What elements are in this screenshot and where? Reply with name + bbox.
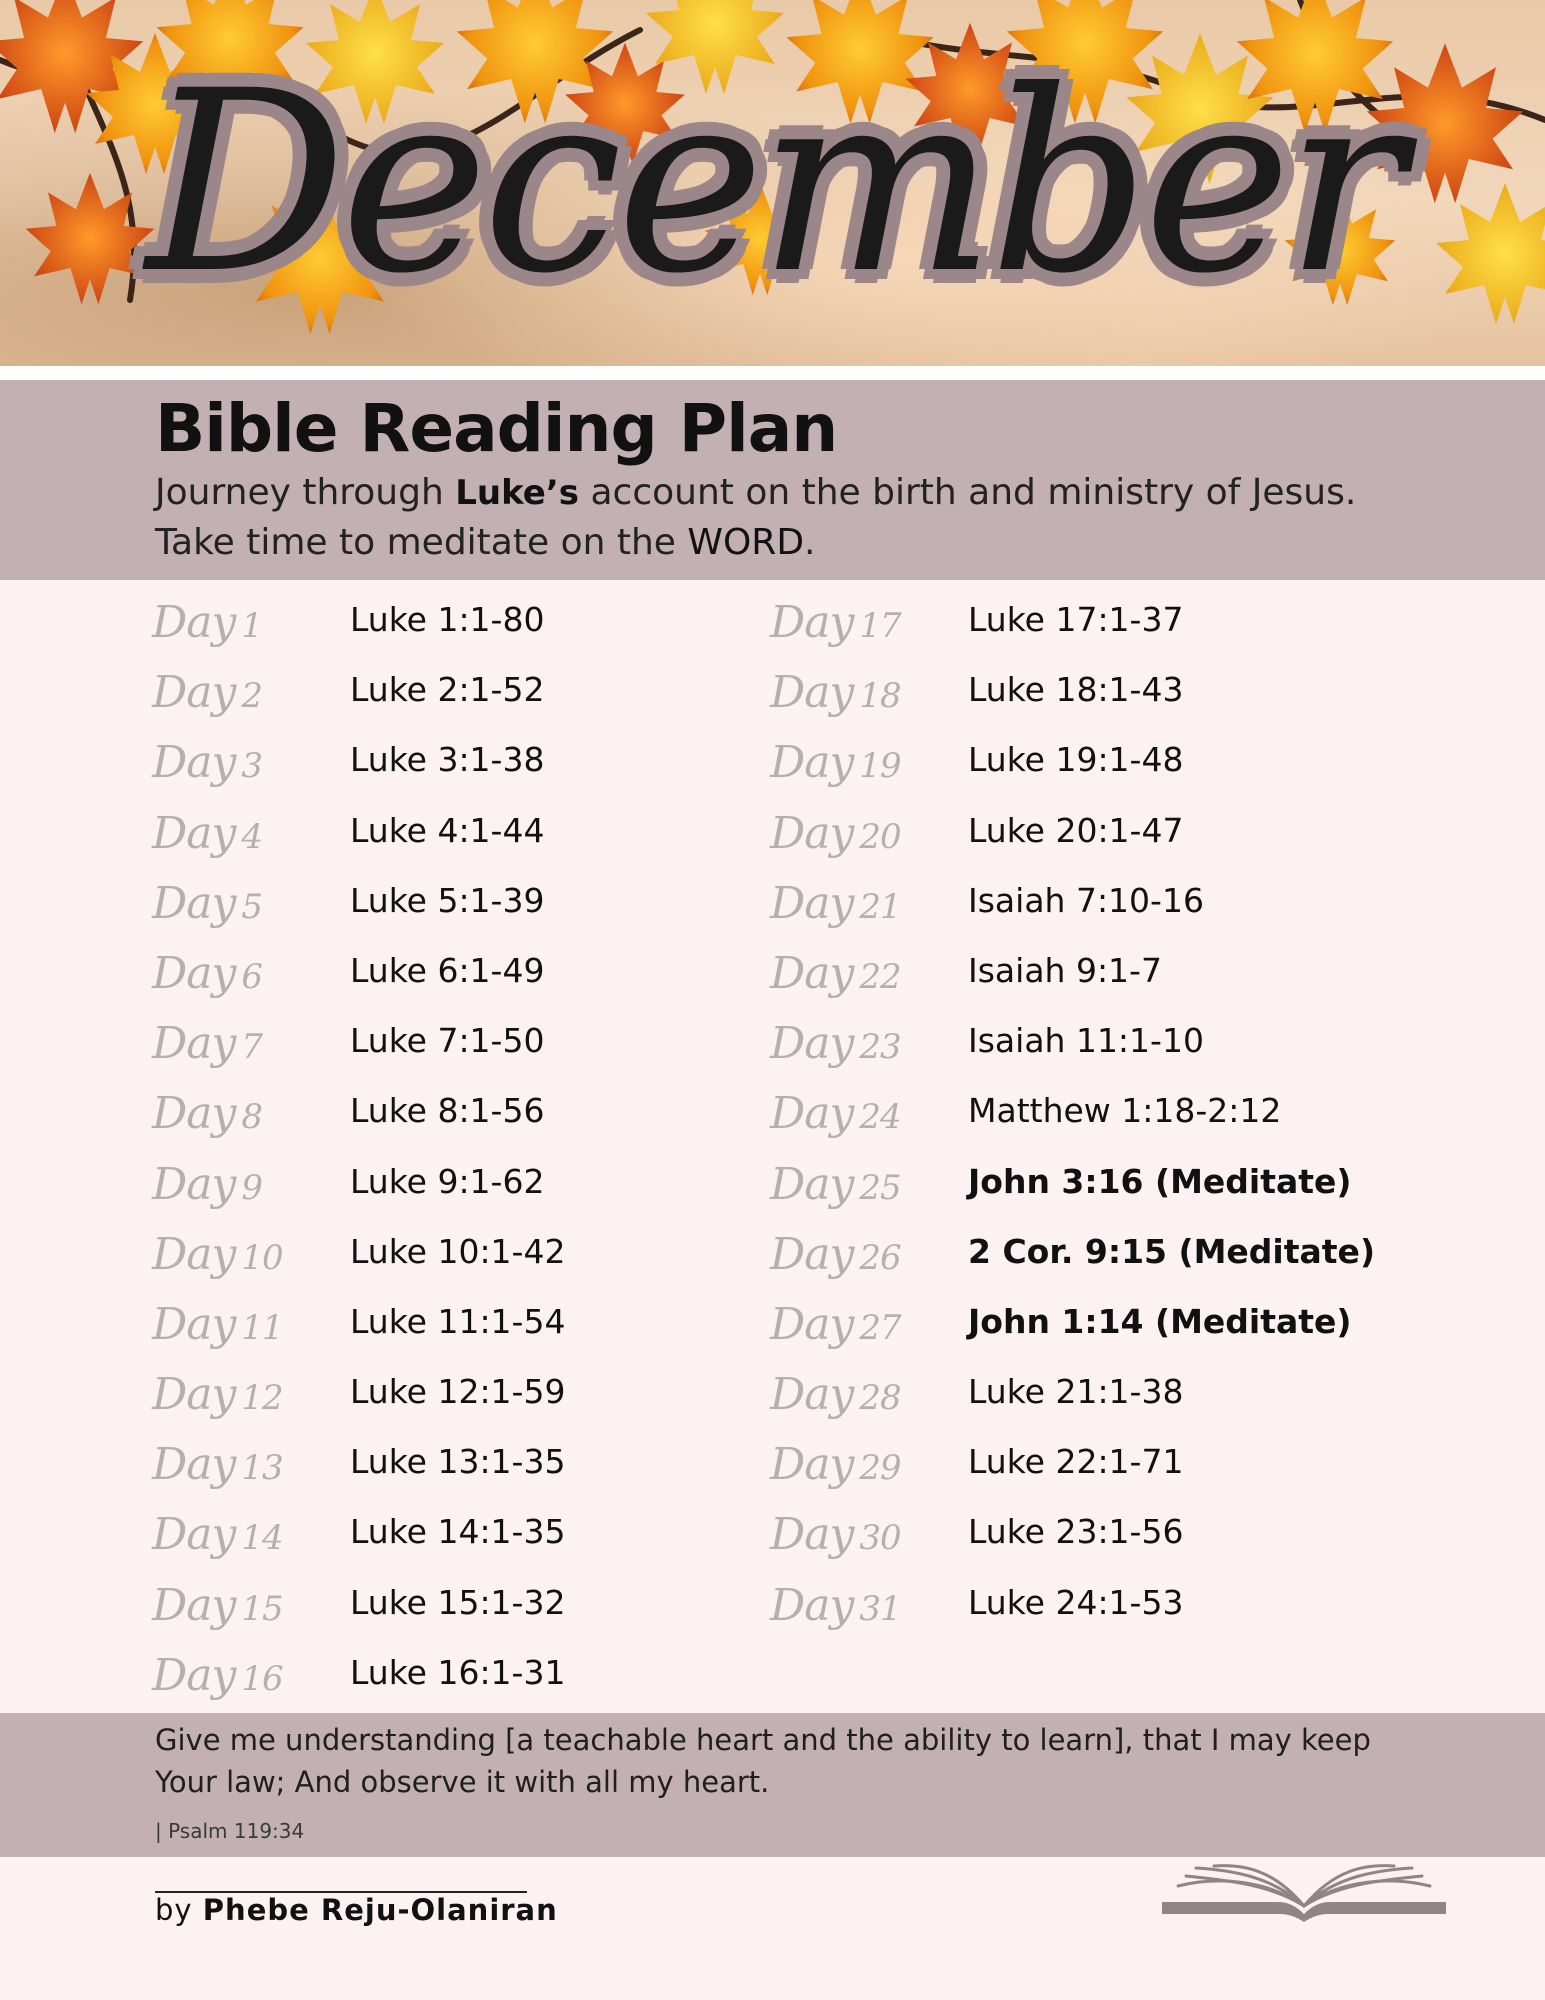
reading-row: [770, 1430, 1470, 1500]
day-word: Day: [770, 1228, 854, 1280]
day-word: Day: [770, 1369, 854, 1421]
reading-row: [152, 1571, 852, 1641]
reading-row: [152, 869, 852, 939]
day-label: [152, 1500, 283, 1573]
day-number: 19: [859, 746, 901, 787]
reading-row: [152, 1500, 852, 1570]
intro-line-2: [155, 522, 816, 563]
day-number: 15: [241, 1588, 283, 1629]
day-word: Day: [152, 877, 236, 929]
day-label: [770, 1430, 901, 1503]
day-word: Day: [770, 1088, 854, 1140]
day-label: [770, 869, 901, 942]
day-label: [152, 1430, 283, 1503]
day-number: 27: [859, 1307, 901, 1348]
verse-band: [0, 1713, 1545, 1857]
day-label: [770, 658, 901, 731]
day-number: 7: [241, 1027, 263, 1068]
day-number: 23: [859, 1027, 901, 1068]
day-word: Day: [152, 1158, 236, 1210]
day-label: [770, 1150, 901, 1223]
scripture-reference: Matthew 1:18-2:12: [968, 1091, 1282, 1131]
reading-row: [770, 1009, 1470, 1079]
reading-row: [770, 1150, 1470, 1220]
day-number: 4: [241, 816, 263, 857]
reading-row: [152, 799, 852, 869]
reading-row: [152, 1290, 852, 1360]
day-label: [770, 588, 901, 661]
scripture-reference: Luke 9:1-62: [350, 1161, 545, 1201]
intro-text: .: [804, 522, 816, 563]
scripture-reference: Luke 11:1-54: [350, 1301, 566, 1341]
reading-row: [770, 1571, 1470, 1641]
reading-row: [152, 1430, 852, 1500]
intro-emphasis: WORD: [687, 522, 805, 563]
day-word: Day: [770, 1158, 854, 1210]
day-word: Day: [152, 667, 236, 719]
reading-row: [770, 939, 1470, 1009]
scripture-reference: 2 Cor. 9:15 (Meditate): [968, 1231, 1376, 1271]
day-label: [770, 1290, 901, 1363]
day-number: 9: [241, 1167, 263, 1208]
intro-text: account on the birth and ministry of Jesus.: [579, 472, 1357, 513]
day-number: 21: [859, 886, 901, 927]
day-number: 28: [859, 1378, 901, 1419]
day-word: Day: [770, 807, 854, 859]
reading-row: [770, 1079, 1470, 1149]
day-label: [152, 658, 262, 731]
day-label: [770, 939, 901, 1012]
day-label: [152, 869, 262, 942]
scripture-reference: Luke 15:1-32: [350, 1582, 566, 1622]
reading-row: [770, 869, 1470, 939]
day-word: Day: [770, 947, 854, 999]
day-number: 5: [241, 886, 263, 927]
day-number: 13: [241, 1448, 283, 1489]
day-word: Day: [152, 737, 236, 789]
day-label: [152, 1641, 283, 1714]
day-word: Day: [152, 947, 236, 999]
day-word: Day: [770, 667, 854, 719]
reading-row: [152, 728, 852, 798]
day-number: 30: [859, 1518, 901, 1559]
reading-row: [770, 799, 1470, 869]
day-word: Day: [770, 877, 854, 929]
day-word: Day: [152, 1018, 236, 1070]
reading-row: [770, 1290, 1470, 1360]
verse-citation: | Psalm 119:34: [155, 1819, 305, 1843]
scripture-reference: Luke 6:1-49: [350, 950, 545, 990]
day-label: [770, 1009, 901, 1082]
day-number: 11: [241, 1307, 283, 1348]
day-number: 1: [241, 606, 263, 646]
author-name: Phebe Reju-Olaniran: [202, 1893, 558, 1927]
verse-line-1: Give me understanding [a teachable heart and the ability to learn], that I may keep: [155, 1723, 1371, 1757]
day-word: Day: [770, 1579, 854, 1631]
day-number: 26: [859, 1237, 901, 1278]
day-word: Day: [770, 1018, 854, 1070]
reading-list-right: [770, 588, 1470, 1641]
reading-row: [152, 1641, 852, 1711]
scripture-reference: Luke 24:1-53: [968, 1582, 1184, 1622]
day-label: [152, 1571, 283, 1644]
day-word: Day: [152, 1088, 236, 1140]
day-word: Day: [152, 1369, 236, 1421]
scripture-reference: Isaiah 9:1-7: [968, 950, 1162, 990]
scripture-reference: Luke 16:1-31: [350, 1652, 566, 1692]
scripture-reference: Luke 17:1-37: [968, 600, 1184, 639]
reading-row: [152, 1079, 852, 1149]
reading-row: [770, 728, 1470, 798]
day-number: 16: [241, 1658, 283, 1699]
day-word: Day: [770, 1298, 854, 1350]
title-plate: [146, 20, 1399, 345]
day-number: 10: [241, 1237, 283, 1278]
day-word: Day: [152, 1509, 236, 1561]
day-label: [152, 1150, 262, 1223]
day-number: 14: [241, 1518, 283, 1559]
day-number: 3: [241, 746, 263, 787]
scripture-reference: Luke 1:1-80: [350, 600, 545, 639]
day-label: [152, 1079, 262, 1152]
scripture-reference: Luke 7:1-50: [350, 1021, 545, 1061]
day-label: [770, 728, 901, 801]
day-label: [770, 799, 901, 872]
intro-text: Take time to meditate on the: [155, 522, 688, 563]
byline-prefix: by: [155, 1893, 193, 1927]
scripture-reference: Luke 12:1-59: [350, 1372, 566, 1412]
scripture-reference: Luke 8:1-56: [350, 1091, 545, 1131]
scripture-reference: Luke 22:1-71: [968, 1442, 1184, 1482]
scripture-reference: Luke 18:1-43: [968, 670, 1184, 710]
day-word: Day: [770, 597, 854, 648]
scripture-reference: Luke 14:1-35: [350, 1512, 566, 1552]
verse-line-2: Your law; And observe it with all my heart.: [155, 1765, 770, 1799]
reading-row: [770, 588, 1470, 658]
day-label: [152, 799, 262, 872]
reading-row: [770, 1360, 1470, 1430]
reading-list-left: [152, 588, 852, 1711]
day-word: Day: [152, 1228, 236, 1280]
day-word: Day: [770, 1509, 854, 1561]
day-label: [152, 939, 262, 1012]
reading-row: [152, 939, 852, 1009]
day-number: 8: [241, 1097, 263, 1138]
day-label: [152, 1360, 283, 1433]
day-word: Day: [770, 1439, 854, 1491]
day-label: [152, 1220, 283, 1293]
open-book-icon: [1158, 1862, 1450, 1924]
month-title: December: [146, 36, 1399, 328]
day-word: Day: [770, 737, 854, 789]
reading-row: [152, 1360, 852, 1430]
scripture-reference: John 3:16 (Meditate): [968, 1161, 1352, 1201]
day-label: [152, 1290, 283, 1363]
day-number: 2: [241, 676, 263, 717]
day-label: [770, 1220, 901, 1293]
scripture-reference: Isaiah 7:10-16: [968, 880, 1204, 920]
scripture-reference: Isaiah 11:1-10: [968, 1021, 1204, 1061]
scripture-reference: Luke 21:1-38: [968, 1372, 1184, 1412]
scripture-reference: John 1:14 (Meditate): [968, 1301, 1352, 1341]
scripture-reference: Luke 3:1-38: [350, 740, 545, 780]
day-label: [152, 728, 262, 801]
reading-row: [770, 658, 1470, 728]
day-number: 17: [859, 606, 901, 646]
day-word: Day: [152, 807, 236, 859]
reading-row: [770, 1500, 1470, 1570]
day-number: 31: [859, 1588, 901, 1629]
scripture-reference: Luke 23:1-56: [968, 1512, 1184, 1552]
scripture-reference: Luke 20:1-47: [968, 810, 1184, 850]
day-number: 18: [859, 676, 901, 717]
day-word: Day: [152, 1439, 236, 1491]
day-label: [770, 1079, 901, 1152]
scripture-reference: Luke 4:1-44: [350, 810, 545, 850]
scripture-reference: Luke 13:1-35: [350, 1442, 566, 1482]
day-number: 12: [241, 1378, 283, 1419]
intro-emphasis: Luke’s: [455, 473, 580, 513]
day-word: Day: [152, 597, 236, 648]
divider: [0, 366, 1545, 380]
scripture-reference: Luke 19:1-48: [968, 740, 1184, 780]
page-heading: Bible Reading Plan: [155, 390, 838, 467]
scripture-reference: Luke 2:1-52: [350, 670, 545, 710]
reading-row: [152, 1009, 852, 1079]
day-number: 29: [859, 1448, 901, 1489]
day-label: [770, 1360, 901, 1433]
intro-band: [0, 380, 1545, 580]
author-byline: [155, 1893, 558, 1927]
reading-row: [152, 658, 852, 728]
day-label: [770, 1571, 901, 1644]
day-word: Day: [152, 1649, 236, 1701]
day-number: 24: [859, 1097, 901, 1138]
reading-row: [152, 1220, 852, 1290]
day-label: [770, 1500, 901, 1573]
day-word: Day: [152, 1579, 236, 1631]
day-label: [152, 1009, 262, 1082]
scripture-reference: Luke 5:1-39: [350, 880, 545, 920]
intro-text: Journey through: [155, 472, 456, 513]
day-word: Day: [152, 1298, 236, 1350]
day-label: [152, 588, 262, 661]
reading-row: [152, 1150, 852, 1220]
day-number: 22: [859, 956, 901, 997]
scripture-reference: Luke 10:1-42: [350, 1231, 566, 1271]
day-number: 25: [859, 1167, 901, 1208]
intro-line-1: [155, 472, 1356, 513]
header-banner: [0, 0, 1545, 366]
reading-row: [770, 1220, 1470, 1290]
day-number: 6: [241, 956, 263, 997]
reading-row: [152, 588, 852, 658]
day-number: 20: [859, 816, 901, 857]
